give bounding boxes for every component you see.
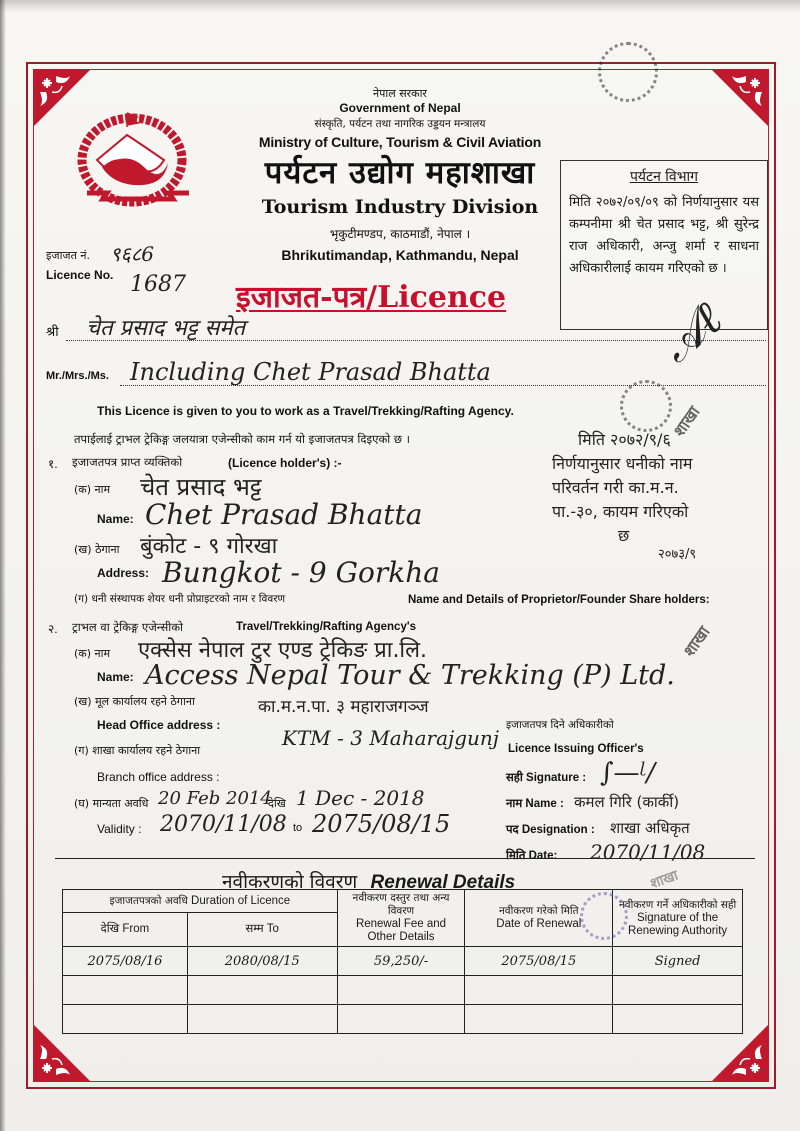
division-np: पर्यटन उद्योग महाशाखा bbox=[264, 155, 536, 191]
renewal-fee-cell: 59,250/- bbox=[337, 947, 465, 976]
licence-number-np: ९६८6 bbox=[110, 242, 154, 266]
ministry-en: Ministry of Culture, Tourism & Civil Aviation bbox=[258, 134, 542, 150]
margin-note-line: परिवर्तन गरी का.म.न. bbox=[552, 478, 679, 497]
agency-name-en: Access Nepal Tour & Trekking (P) Ltd. bbox=[145, 660, 675, 691]
to-header: सम्म To bbox=[187, 913, 337, 947]
fee-header bbox=[337, 890, 465, 947]
validity-en-to: 2075/08/15 bbox=[312, 810, 451, 838]
nepal-emblem-icon bbox=[72, 105, 192, 210]
ministry-np: संस्कृति, पर्यटन तथा नागरिक उड्डयन मन्त्रालय bbox=[314, 118, 486, 130]
government-en: Government of Nepal bbox=[339, 101, 461, 115]
authority-signature-header bbox=[613, 890, 743, 947]
owner-details-en-label: Name and Details of Proprietor/Founder Share holders: bbox=[408, 594, 710, 606]
holder-address-en-label: Address: bbox=[97, 566, 150, 580]
notice-body: मिति २०७२/०९/०९ को निर्णयानुसार यस कम्पनीमा श्री चेत प्रसाद भट्ट, श्री सुरेन्द्र राज अधिकारी, अन्जु शर्मा र साधना अधिकारीलाई कायम गरिएको छ । bbox=[569, 195, 759, 276]
holder-address-np-label: (ख) ठेगाना bbox=[74, 543, 120, 556]
officer-name: कमल गिरि (कार्की) bbox=[574, 793, 680, 811]
officer-heading-en: Licence Issuing Officer's bbox=[508, 743, 644, 755]
scan-shadow bbox=[0, 0, 800, 12]
duration-header-en: Duration of Licence bbox=[191, 894, 291, 907]
round-stamp-icon bbox=[580, 892, 628, 940]
renewal-date-header-en: Date of Renewal bbox=[496, 918, 582, 930]
validity-np-to: 1 Dec - 2018 bbox=[296, 786, 425, 810]
renewal-signature-cell bbox=[613, 976, 743, 1005]
renewal-date-cell bbox=[465, 976, 613, 1005]
renewal-to-cell bbox=[187, 976, 337, 1005]
renewal-fee-cell bbox=[337, 976, 465, 1005]
renewal-to-cell: 2080/08/15 bbox=[187, 947, 337, 976]
branch-office-en-label: Branch office address : bbox=[97, 770, 220, 784]
officer-heading-np: इजाजतपत्र दिने अधिकारीको bbox=[506, 719, 614, 731]
authority-signature-header-en: Signature of the Renewing Authority bbox=[628, 911, 728, 937]
duration-header bbox=[63, 890, 338, 913]
margin-note-line: २०७३/९ bbox=[658, 547, 697, 562]
head-office-en: KTM - 3 Maharajgunj bbox=[282, 726, 499, 750]
side-stamp-text: शाखा bbox=[669, 402, 704, 440]
table-row bbox=[63, 976, 743, 1005]
renewal-from-cell bbox=[63, 1005, 188, 1034]
validity-en-label: Validity : bbox=[97, 822, 142, 836]
renewal-signature-cell bbox=[613, 1005, 743, 1034]
agency-name-en-label: Name: bbox=[97, 670, 134, 684]
margin-note-line: पा.-३०, कायम गरिएको bbox=[552, 502, 689, 521]
validity-np-label: (घ) मान्यता अवधि bbox=[74, 797, 149, 810]
head-office-en-label: Head Office address : bbox=[97, 718, 221, 732]
holder-address-en: Bungkot - 9 Gorkha bbox=[162, 556, 440, 589]
holder-address-np: बुंकोट - ९ गोरखा bbox=[140, 534, 278, 559]
renewal-from-cell: 2075/08/16 bbox=[63, 947, 188, 976]
validity-np-mid: देखि bbox=[268, 797, 286, 810]
approval-signature: 𝒜ℓ bbox=[649, 291, 733, 374]
corner-ornament-icon bbox=[712, 70, 768, 126]
table-row bbox=[63, 1005, 743, 1034]
officer-designation: शाखा अधिकृत bbox=[610, 819, 690, 837]
statement-en: This Licence is given to you to work as a Travel/Trekking/Rafting Agency. bbox=[97, 404, 514, 418]
notice-title: पर्यटन विभाग bbox=[629, 169, 699, 185]
statement-np: तपाईलाई ट्राभल ट्रेकिङ्ग जलयात्रा एजेन्सीको काम गर्न यो इजाजतपत्र दिइएको छ । bbox=[74, 432, 410, 446]
fee-header-en: Renewal Fee and Other Details bbox=[355, 918, 447, 943]
renewal-signature-cell: Signed bbox=[613, 947, 743, 976]
head-office-np-label: (ख) मूल कार्यालय रहने ठेगाना bbox=[74, 695, 195, 708]
section2-heading-en: Travel/Trekking/Rafting Agency's bbox=[236, 621, 416, 633]
tourism-department-notice bbox=[560, 160, 768, 330]
officer-signature: ∫—ᶩ/ bbox=[600, 758, 656, 788]
date-label: मिति Date: bbox=[506, 850, 558, 862]
renewal-title-np: नवीकरणको विवरण bbox=[222, 871, 358, 893]
government-np: नेपाल सरकार bbox=[373, 87, 427, 100]
renewal-fee-cell bbox=[337, 1005, 465, 1034]
holder-name-np-label: (क) नाम bbox=[74, 483, 111, 496]
designation-label: पद Designation : bbox=[506, 824, 595, 836]
officer-name-label: नाम Name : bbox=[506, 798, 564, 810]
section1-heading-en: (Licence holder's) :- bbox=[228, 456, 342, 470]
licence-title: इजाजत-पत्र/Licence bbox=[236, 280, 507, 315]
agency-name-np: एक्सेस नेपाल टुर एण्ड ट्रेकिङ प्रा.लि. bbox=[138, 638, 428, 663]
renewal-to-cell bbox=[187, 1005, 337, 1034]
mr-value: Including Chet Prasad Bhatta bbox=[130, 358, 491, 386]
margin-note-line: मिति २०७२/९/६ bbox=[578, 430, 671, 449]
round-stamp-icon bbox=[620, 380, 672, 432]
renewal-from-cell bbox=[63, 976, 188, 1005]
licence-number-label-np: इजाजत नं. bbox=[46, 249, 90, 262]
division-en: Tourism Industry Division bbox=[261, 196, 539, 218]
side-stamp-text: शाखा bbox=[648, 867, 681, 893]
section1-number: १. bbox=[48, 457, 58, 471]
from-header: देखि From bbox=[63, 913, 188, 947]
holder-name-en: Chet Prasad Bhatta bbox=[145, 498, 423, 531]
section1-heading-np: इजाजतपत्र प्राप्त व्यक्तिको bbox=[72, 455, 183, 469]
section2-number: २. bbox=[48, 622, 58, 636]
branch-office-np-label: (ग) शाखा कार्यालय रहने ठेगाना bbox=[74, 744, 201, 757]
shri-value: चेत प्रसाद भट्ट समेत bbox=[86, 316, 246, 341]
renewal-header-row bbox=[63, 890, 743, 913]
licence-number-label-en: Licence No. bbox=[46, 268, 114, 282]
section2-heading-np: ट्राभल वा ट्रेकिङ्ग एजेन्सीको bbox=[72, 620, 184, 634]
address-en: Bhrikutimandap, Kathmandu, Nepal bbox=[281, 247, 519, 263]
duration-header-np: इजाजतपत्रको अवधि bbox=[109, 894, 188, 907]
section-divider bbox=[55, 858, 755, 859]
scan-edge bbox=[0, 0, 6, 1131]
margin-note bbox=[552, 428, 697, 562]
shri-label: श्री bbox=[46, 325, 59, 340]
side-stamp-text: शाखा bbox=[679, 622, 714, 660]
holder-name-en-label: Name: bbox=[97, 512, 134, 526]
fee-header-np: नवीकरण दस्तुर तथा अन्य विवरण bbox=[352, 892, 450, 917]
holder-name-np: चेत प्रसाद भट्ट bbox=[140, 473, 262, 501]
renewal-date-cell: 2075/08/15 bbox=[465, 947, 613, 976]
head-office-np: का.म.न.पा. ३ महाराजगञ्ज bbox=[258, 697, 429, 717]
renewal-title-en: Renewal Details bbox=[370, 872, 516, 893]
owner-details-np-label: (ग) धनी संस्थापक शेयर धनी प्रोप्राइटरको नाम र विवरण bbox=[74, 593, 286, 605]
renewal-date-header-np: नवीकरण गरेको मिति bbox=[498, 905, 579, 917]
round-stamp-icon bbox=[598, 42, 658, 102]
renewal-date-cell bbox=[465, 1005, 613, 1034]
margin-note-line: निर्णयानुसार धनीको नाम bbox=[552, 454, 693, 473]
renewal-table bbox=[62, 889, 743, 1034]
margin-note-line: छ bbox=[618, 526, 630, 545]
address-np: भृकुटीमण्डप, काठमाडौं, नेपाल । bbox=[329, 227, 471, 241]
agency-name-np-label: (क) नाम bbox=[74, 647, 111, 660]
validity-to-label: to bbox=[293, 822, 303, 834]
officer-date: 2070/11/08 bbox=[590, 840, 706, 864]
validity-en-from: 2070/11/08 bbox=[160, 812, 287, 837]
licence-number-en: 1687 bbox=[130, 272, 186, 297]
authority-signature-header-np: नवीकरण गर्ने अधिकारीको सही bbox=[618, 898, 737, 911]
mr-label: Mr./Mrs./Ms. bbox=[46, 370, 109, 382]
validity-np-from: 20 Feb 2014 bbox=[158, 788, 272, 809]
signature-label: सही Signature : bbox=[506, 772, 587, 784]
table-row bbox=[63, 947, 743, 976]
